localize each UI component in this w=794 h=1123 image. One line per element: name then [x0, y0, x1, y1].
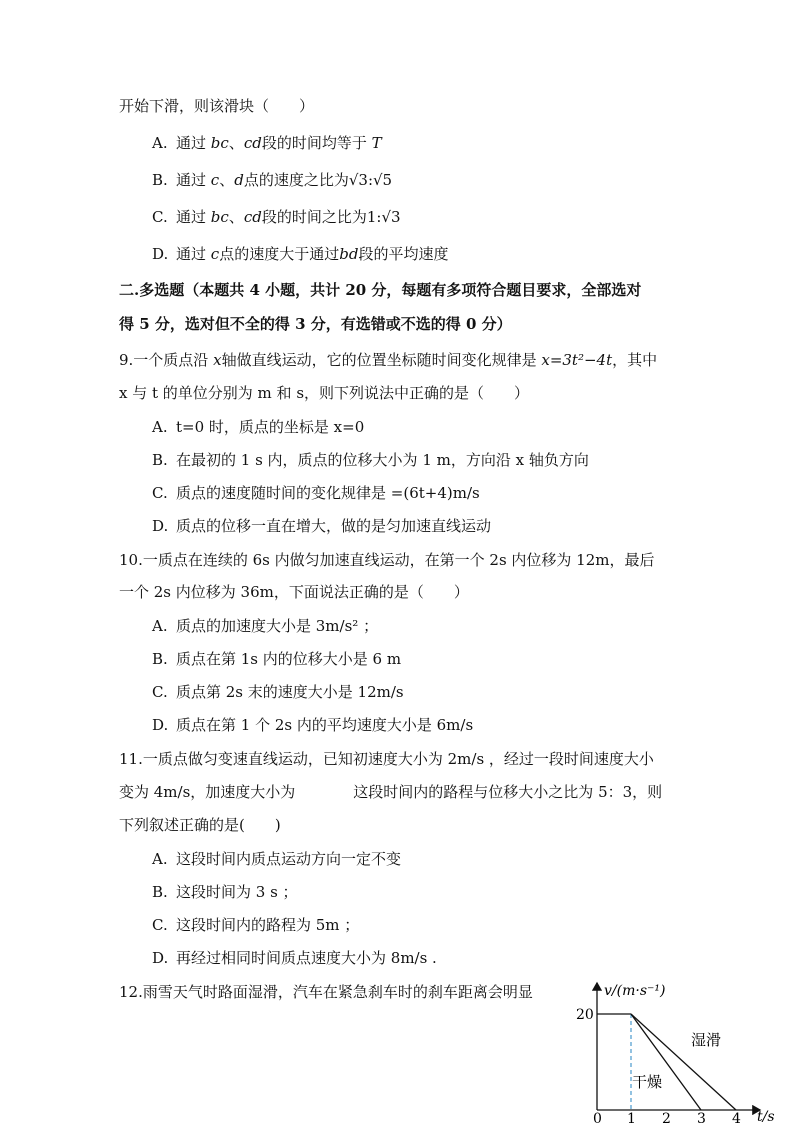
var-cd: cd: [243, 208, 262, 226]
option-text: 通过: [176, 171, 207, 189]
var-d: d: [234, 171, 244, 189]
option-text: 质点的位移一直在增大，做的是匀加速直线运动: [176, 517, 492, 535]
wet-label: 湿滑: [691, 1031, 722, 1049]
q12-stem-line1: 12.雨雪天气时路面湿滑，汽车在紧急刹车时的刹车距离会明显: [119, 983, 533, 1001]
option-label: B.: [152, 883, 168, 901]
var-c: c: [210, 171, 220, 189]
option-label: C.: [152, 208, 168, 226]
q8-option-c: [152, 207, 401, 227]
option-label: B.: [152, 451, 168, 469]
q9-stem-line2: x 与 t 的单位分别为 m 和 s，则下列说法中正确的是（ ）: [119, 384, 530, 402]
section-header-line2: 得 5 分，选对但不全的得 3 分，有选错或不选的得 0 分）: [119, 315, 512, 333]
y-axis-label: v/(m·s⁻¹): [604, 983, 666, 999]
q10-option-d: [152, 715, 473, 735]
velocity-time-graph: [560, 975, 790, 1123]
option-label: C.: [152, 484, 168, 502]
x-tick-0: 0: [593, 1111, 602, 1123]
q11-option-a: [152, 849, 401, 869]
option-text: 点的速度之比为: [243, 171, 349, 189]
var-bc: bc: [210, 134, 229, 152]
option-label: B.: [152, 171, 168, 189]
x-tick-3: 3: [697, 1111, 706, 1123]
sep: 、: [219, 171, 235, 189]
q11-option-c: [152, 915, 359, 935]
q11-stem-line1: 11.一质点做匀变速直线运动，已知初速度大小为 2m/s ，经过一段时间速度大小: [119, 750, 654, 768]
q9-option-b: [152, 450, 589, 470]
dry-braking-line: [631, 1014, 701, 1110]
x-tick-4: 4: [732, 1111, 741, 1123]
q10-option-c: [152, 682, 404, 702]
option-text: 这段时间为 3 s ；: [176, 883, 298, 901]
q8-option-b: [152, 170, 392, 190]
ratio-math: 1:√3: [366, 208, 401, 226]
q8-option-a: [152, 133, 382, 153]
var-bd: bd: [339, 245, 359, 263]
q11-option-d: [152, 948, 437, 968]
option-text: 段的平均速度: [358, 245, 449, 263]
q9-option-c: [152, 483, 480, 503]
option-label: B.: [152, 650, 168, 668]
option-label: D.: [152, 245, 169, 263]
q8-stem-end: 开始下滑，则该滑块（ ）: [119, 97, 315, 115]
option-label: D.: [152, 949, 169, 967]
sep: 、: [228, 134, 244, 152]
option-label: C.: [152, 916, 168, 934]
q10-stem-line2: 一个 2s 内位移为 36m，下面说法正确的是（ ）: [119, 583, 469, 601]
option-text: 质点第 2s 末的速度大小是 12m/s: [176, 683, 404, 701]
option-text: 通过: [176, 245, 207, 263]
option-label: A.: [152, 418, 168, 436]
option-label: D.: [152, 716, 169, 734]
option-label: A.: [152, 617, 168, 635]
option-label: C.: [152, 683, 168, 701]
x-axis-label: t/s: [757, 1109, 775, 1123]
q9-option-a: [152, 417, 364, 437]
option-text: 段的时间之比为: [261, 208, 367, 226]
option-text: 这段时间内的路程为 5m ；: [176, 916, 360, 934]
x-tick-2: 2: [662, 1111, 671, 1123]
stem-text: 9.一个质点沿: [119, 351, 209, 369]
y-tick-20: 20: [576, 1007, 594, 1023]
q11-stem-line2: [119, 782, 662, 802]
position-formula: x=3t²−4t: [541, 351, 613, 369]
option-text: 在最初的 1 s 内，质点的位移大小为 1 m，方向沿 x 轴负方向: [176, 451, 589, 469]
wet-braking-line: [631, 1014, 736, 1110]
var-x: x: [213, 351, 222, 369]
option-text: 质点在第 1s 内的位移大小是 6 m: [176, 650, 402, 668]
option-text: 通过: [176, 134, 207, 152]
option-label: A.: [152, 134, 168, 152]
section-header-line1: 二.多选题（本题共 4 小题，共计 20 分，每题有多项符合题目要求，全部选对: [119, 281, 642, 299]
option-text: 质点的速度随时间的变化规律是 =(6t+4)m/s: [176, 484, 480, 502]
option-text: t=0 时，质点的坐标是 x=0: [176, 418, 365, 436]
sep: 、: [228, 208, 244, 226]
q10-option-a: [152, 616, 378, 636]
stem-text: 变为 4m/s，加速度大小为: [119, 783, 296, 801]
var-c: c: [210, 245, 220, 263]
stem-text: ，其中: [612, 351, 658, 369]
option-text: 这段时间内质点运动方向一定不变: [176, 850, 402, 868]
stem-text: 这段时间内的路程与位移大小之比为 5：3，则: [353, 783, 663, 801]
option-text: 通过: [176, 208, 207, 226]
q10-option-b: [152, 649, 401, 669]
option-text: 段的时间均等于: [261, 134, 367, 152]
q11-option-b: [152, 882, 298, 902]
var-bc: bc: [210, 208, 229, 226]
option-label: A.: [152, 850, 168, 868]
option-label: D.: [152, 517, 169, 535]
var-t: T: [371, 134, 382, 152]
q9-option-d: [152, 516, 491, 536]
stem-text: 轴做直线运动，它的位置坐标随时间变化规律是: [221, 351, 537, 369]
q10-stem-line1: 10.一质点在连续的 6s 内做匀加速直线运动，在第一个 2s 内位移为 12m，最后: [119, 551, 655, 569]
option-text: 再经过相同时间质点速度大小为 8m/s .: [176, 949, 437, 967]
var-cd: cd: [243, 134, 262, 152]
option-text: 点的速度大于通过: [219, 245, 340, 263]
q8-option-d: [152, 244, 448, 264]
option-text: 质点在第 1 个 2s 内的平均速度大小是 6m/s: [176, 716, 474, 734]
option-text: 质点的加速度大小是 3m/s² ；: [176, 617, 379, 635]
q11-stem-line3: 下列叙述正确的是( ): [119, 816, 281, 834]
ratio-math: √3:√5: [348, 171, 393, 189]
q9-stem-line1: [119, 350, 657, 370]
x-tick-1: 1: [627, 1111, 636, 1123]
dry-label: 干燥: [632, 1073, 663, 1091]
